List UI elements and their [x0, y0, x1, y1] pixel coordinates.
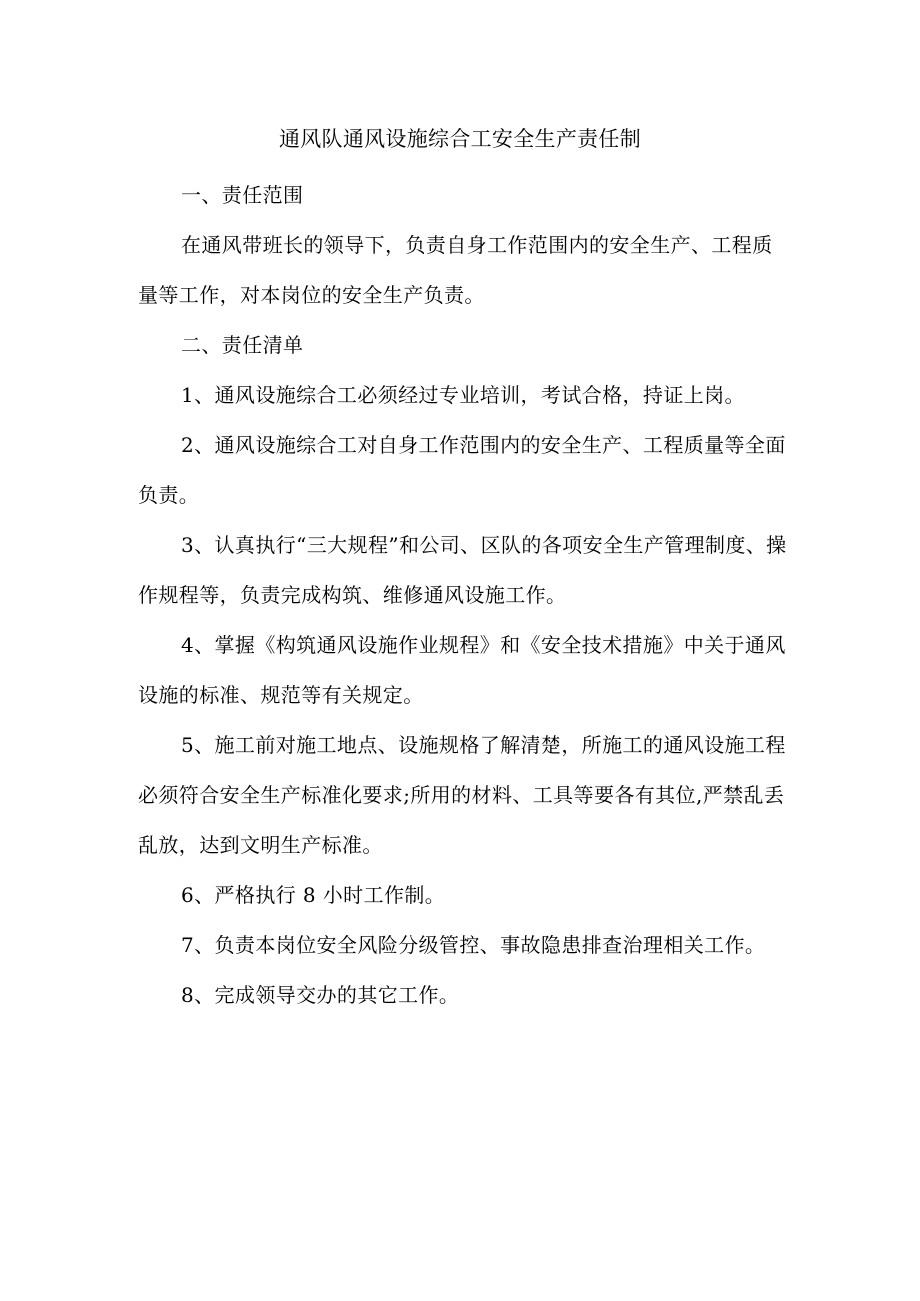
scope-paragraph: 在通风带班长的领导下，负责自身工作范围内的安全生产、工程质量等工作，对本岗位的安全生产负责。 [138, 233, 773, 307]
list-item-6: 6、严格执行 8 小时工作制。 [181, 883, 446, 907]
section-heading-list: 二、责任清单 [181, 333, 304, 357]
document-title: 通风队通风设施综合工安全生产责任制 [278, 127, 642, 151]
list-item-4: 4、掌握《构筑通风设施作业规程》和《安全技术措施》中关于通风设施的标准、规范等有关规定。 [138, 633, 786, 707]
list-item-7: 7、负责本岗位安全风险分级管控、事故隐患排查治理相关工作。 [181, 933, 766, 957]
list-item-1: 1、通风设施综合工必须经过专业培训，考试合格，持证上岗。 [181, 383, 745, 407]
list-item-5: 5、施工前对施工地点、设施规格了解清楚，所施工的通风设施工程必须符合安全生产标准化要求;所用的材料、工具等要各有其位,严禁乱丢乱放，达到文明生产标准。 [138, 733, 786, 857]
document-body [138, 170, 790, 1020]
list-item-2: 2、通风设施综合工对自身工作范围内的安全生产、工程质量等全面负责。 [138, 433, 786, 507]
list-item-3: 3、认真执行“三大规程”和公司、区队的各项安全生产管理制度、操作规程等，负责完成构筑、维修通风设施工作。 [138, 533, 787, 607]
list-item-8: 8、完成领导交办的其它工作。 [181, 983, 460, 1007]
section-heading-scope: 一、责任范围 [181, 183, 304, 207]
